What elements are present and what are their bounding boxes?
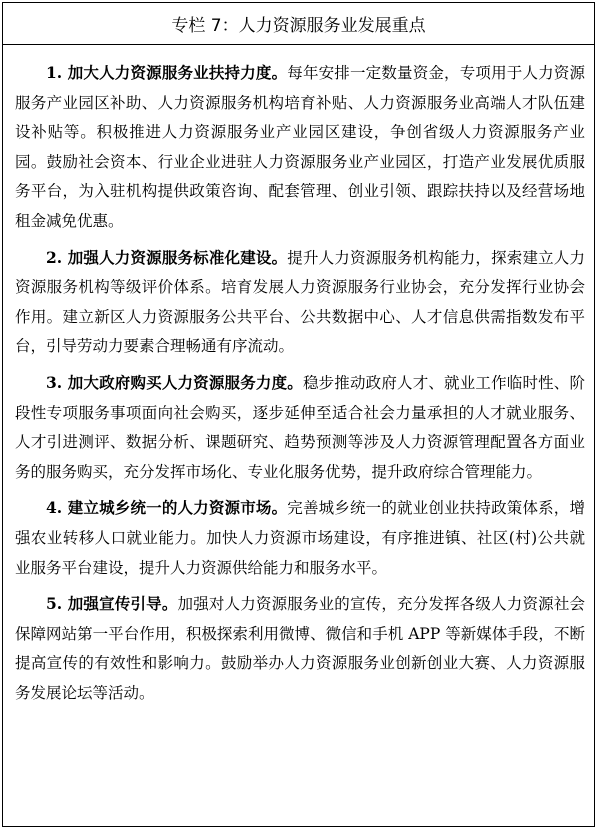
item-3-body: 稳步推动政府人才、就业工作临时性、阶段性专项服务事项面向社会购买，逐步延伸至适合社会力量承担的人才就业服务、人才引进测评、数据分析、课题研究、趋势预测等涉及人力资源管理配置各方面业务的服务购买，充分发挥市场化、专业化服务优势，提升政府综合管理能力。 bbox=[15, 373, 585, 481]
item-3 bbox=[15, 368, 585, 487]
box-title: 专栏 7：人力资源服务业发展重点 bbox=[3, 3, 594, 45]
item-3-heading: 3. 加大政府购买人力资源服务力度。 bbox=[46, 372, 303, 392]
feature-box bbox=[2, 2, 595, 827]
item-5-body: 加强对人力资源服务业的宣传，充分发挥各级人力资源社会保障网站第一平台作用，积极探索利用微博、微信和手机 APP 等新媒体手段，不断提高宣传的有效性和影响力。鼓励举办人力资源服务业创新创业大赛、人力资源服务发展论坛等活动。 bbox=[15, 595, 585, 702]
item-5-heading: 5. 加强宣传引导。 bbox=[46, 594, 178, 614]
item-1 bbox=[15, 58, 585, 237]
item-1-body: 每年安排一定数量资金，专项用于人力资源服务产业园区补助、人力资源服务机构培育补贴、人力资源服务业高端人才队伍建设补贴等。积极推进人力资源服务业产业园区建设，争创省级人力资源服务产业园。鼓励社会资本、行业企业进驻人力资源服务业产业园区，打造产业发展优质服务平台，为入驻机构提供政策咨询、配套管理、创业引领、跟踪扶持以及经营场地租金减免优惠。 bbox=[15, 64, 585, 230]
item-4-body: 完善城乡统一的就业创业扶持政策体系，增强农业转移人口就业能力。加快人力资源市场建设，有序推进镇、社区(村)公共就业服务平台建设，提升人力资源供给能力和服务水平。 bbox=[15, 499, 585, 577]
item-4-heading: 4. 建立城乡统一的人力资源市场。 bbox=[46, 498, 288, 518]
item-2-heading: 2. 加强人力资源服务标准化建设。 bbox=[46, 247, 288, 267]
item-4 bbox=[15, 493, 585, 583]
box-content bbox=[3, 45, 594, 708]
item-2 bbox=[15, 243, 585, 362]
item-5 bbox=[15, 589, 585, 708]
item-1-heading: 1. 加大人力资源服务业扶持力度。 bbox=[46, 63, 288, 82]
item-2-body: 提升人力资源服务机构能力，探索建立人力资源服务机构等级评价体系。培育发展人力资源服务行业协会，充分发挥行业协会作用。建立新区人力资源服务公共平台、公共数据中心、人才信息供需指数发布平台，引导劳动力要素合理畅通有序流动。 bbox=[15, 248, 585, 356]
